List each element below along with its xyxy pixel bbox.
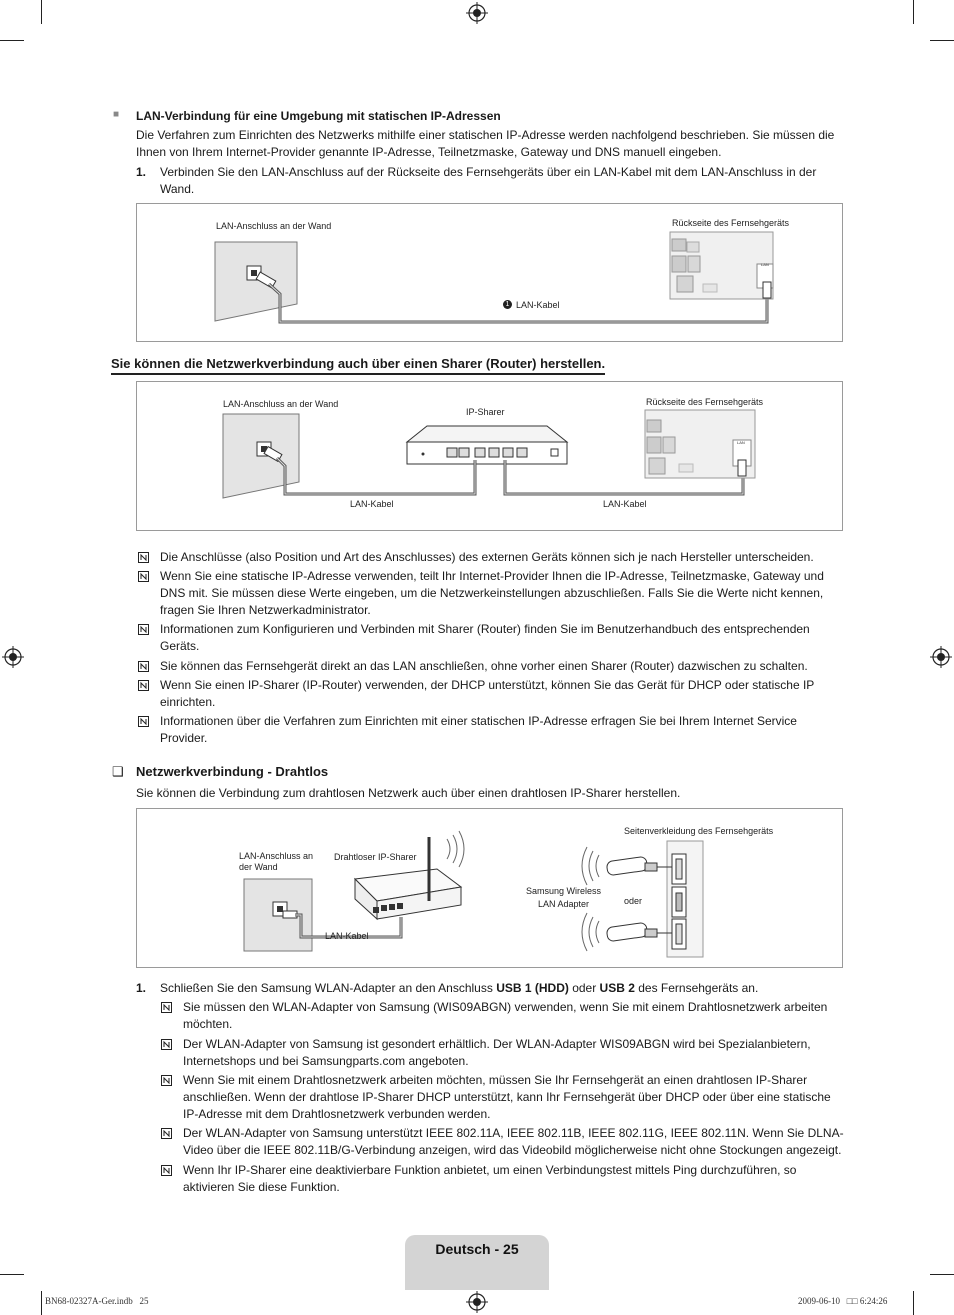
note-icon [138,552,149,563]
wlan-adapter-bottom [606,922,672,941]
wall-label-line1: LAN-Anschluss an [239,851,314,861]
cable-label: LAN-Kabel [325,931,369,941]
note-item: Die Anschlüsse (also Position und Art des Anschlusses) des externen Geräts können sich je nach Hersteller unterscheiden. [160,550,814,564]
wall-plug [283,911,297,918]
step1-text [160,980,842,997]
registration-mark-icon [466,1291,488,1313]
tv-label: Rückseite des Fernsehgeräts [672,218,790,228]
wall-shape [215,242,297,321]
step1-usb1: USB 1 (HDD) [496,981,569,995]
crop-mark [913,0,914,24]
crop-mark [930,40,954,41]
step1-text-before: Schließen Sie den Samsung WLAN-Adapter an den Anschluss [160,981,497,995]
registration-mark-icon [2,646,24,668]
wall-label: LAN-Anschluss an der Wand [216,221,332,231]
section-intro: Die Verfahren zum Einrichten des Netzwerks mithilfe einer statischen IP-Adresse werden nachfolgend beschrieben. Sie müssen die Ihnen von Ihrem Internet-Provider genannte IP-Adresse, Teilnetzmaske, Gateway und DNS manuell eingeben. [136,128,835,159]
section-heading: LAN-Verbindung für eine Umgebung mit statischen IP-Adressen [136,109,501,123]
sub-note-item: Der WLAN-Adapter von Samsung ist gesondert erhältlich. Der WLAN-Adapter WIS09ABGN wird bei Spezialanbietern, Internetshops und bei Samsungparts.com angeboten. [183,1037,811,1068]
diagram-router-lan [136,381,843,531]
note-icon [161,1075,172,1086]
sub-note-item: Der WLAN-Adapter von Samsung unterstützt IEEE 802.11A, IEEE 802.11B, IEEE 802.11G, IEEE 802.11N. Wenn Sie DLNA-Video über die IEEE 802.11B/G-Verbindung anzeigen, wird das Videobild möglicherweise nicht ohne Stockungen angezeigt. [183,1126,844,1157]
note-item: Informationen über die Verfahren zum Einrichten mit einer statischen IP-Adresse erfragen Sie bei Ihrem Internet Service Provider. [160,714,797,745]
note-item: Wenn Sie einen IP-Sharer (IP-Router) verwenden, der DHCP unterstützt, können Sie das Gerät für DHCP oder statische IP einrichten. [160,678,815,709]
wall-label: LAN-Anschluss an der Wand [223,399,339,409]
crop-mark [41,0,42,24]
page-number-tab [405,1235,549,1290]
router-body [407,442,567,464]
wireless-heading: Netzwerkverbindung - Drahtlos [136,764,329,779]
step1-usb2: USB 2 [599,981,635,995]
wlan-adapter-top [606,856,672,875]
registration-mark-icon [930,646,952,668]
adapter-label-line1: Samsung Wireless [526,886,602,896]
step1-text-after: des Fernsehgeräts an. [634,981,759,995]
crop-mark [0,1274,24,1275]
adapter-label-line2: LAN Adapter [538,899,590,909]
note-icon [161,1002,172,1013]
router-label: Drahtloser IP-Sharer [334,852,417,862]
cable-label: LAN-Kabel [516,300,560,310]
footer-left: BN68-02327A-Ger.indb 25 [45,1296,149,1306]
registration-mark-icon [466,2,488,24]
sub-note-item: Wenn Ihr IP-Sharer eine deaktivierbare Funktion anbietet, um einen Verbindungstest mittels Ping durchzuführen, so aktivieren Sie diese Funktion. [183,1163,797,1194]
note-item: Wenn Sie eine statische IP-Adresse verwenden, teilt Ihr Internet-Provider Ihnen die IP-Adresse, Teilnetzmaske, Gateway und DNS mit. Sie müssen diese Werte eingeben, um die Netzwerkeinstellungen abzuschließen. Falls Sie die Werte nicht kennen, fragen Sie Ihren Netzwerkadministrator. [160,569,824,617]
page-number-label: Deutsch - 25 [435,1241,519,1257]
note-icon [138,661,149,672]
cable-label-right: LAN-Kabel [603,499,647,509]
cable-marker-icon: 1 [503,300,512,309]
step-number: 1. [136,165,147,179]
router-label: IP-Sharer [466,407,505,417]
cable-label-left: LAN-Kabel [350,499,394,509]
tv-label: Seitenverkleidung des Fernsehgeräts [624,826,774,836]
sub-note-item: Wenn Sie mit einem Drahtlosnetzwerk arbeiten möchten, müssen Sie Ihr Fernsehgerät an einen drahtlosen IP-Sharer anschließen. Wenn der drahtlose IP-Sharer DHCP unterstützt, kann Ihr Fernsehgerät über DHCP oder über eine statische IP-Adresse mit dem Drahtlosnetzwerk verbunden werden. [183,1073,831,1121]
note-item: Sie können das Fernsehgerät direkt an das LAN anschließen, ohne vorher einen Sharer (Router) dazwischen zu schalten. [160,659,808,673]
router-top [407,426,567,442]
wireless-intro: Sie können die Verbindung zum drahtlosen Netzwerk auch über einen drahtlosen IP-Sharer herstellen. [136,786,681,800]
sub-note-item: Sie müssen den WLAN-Adapter von Samsung (WIS09ABGN) verwenden, wenn Sie mit einem Drahtlosnetzwerk arbeiten möchten. [183,1000,828,1031]
step-text: Verbinden Sie den LAN-Anschluss auf der Rückseite des Fernsehgeräts über ein LAN-Kabel mit dem LAN-Anschluss in der Wand. [160,165,817,196]
step1-text-middle: oder [568,981,600,995]
tv-label: Rückseite des Fernsehgeräts [646,397,764,407]
crop-mark [913,1291,914,1315]
diagram-direct-lan [136,203,843,342]
note-icon [138,624,149,635]
checkbox-icon: ❑ [112,764,124,779]
note-icon [161,1128,172,1139]
note-item: Informationen zum Konfigurieren und Verbinden mit Sharer (Router) finden Sie im Benutzerhandbuch des entsprechenden Geräts. [160,622,810,653]
or-label: oder [624,896,643,906]
lan-port-label: LAN [761,262,769,267]
note-icon [161,1039,172,1050]
wall-label-line2: der Wand [239,862,278,872]
note-icon [138,571,149,582]
crop-mark [930,1274,954,1275]
diagram-wireless [136,808,843,968]
bullet-icon: ■ [113,109,120,120]
footer-right: 2009-06-10 □□ 6:24:26 [798,1296,888,1306]
router-heading: Sie können die Netzwerkverbindung auch über einen Sharer (Router) herstellen. [111,356,605,375]
crop-mark [0,40,24,41]
lan-port-label: LAN [737,440,745,445]
step1-number: 1. [136,981,147,995]
note-icon [138,680,149,691]
note-icon [138,716,149,727]
crop-mark [41,1291,42,1315]
note-icon [161,1165,172,1176]
